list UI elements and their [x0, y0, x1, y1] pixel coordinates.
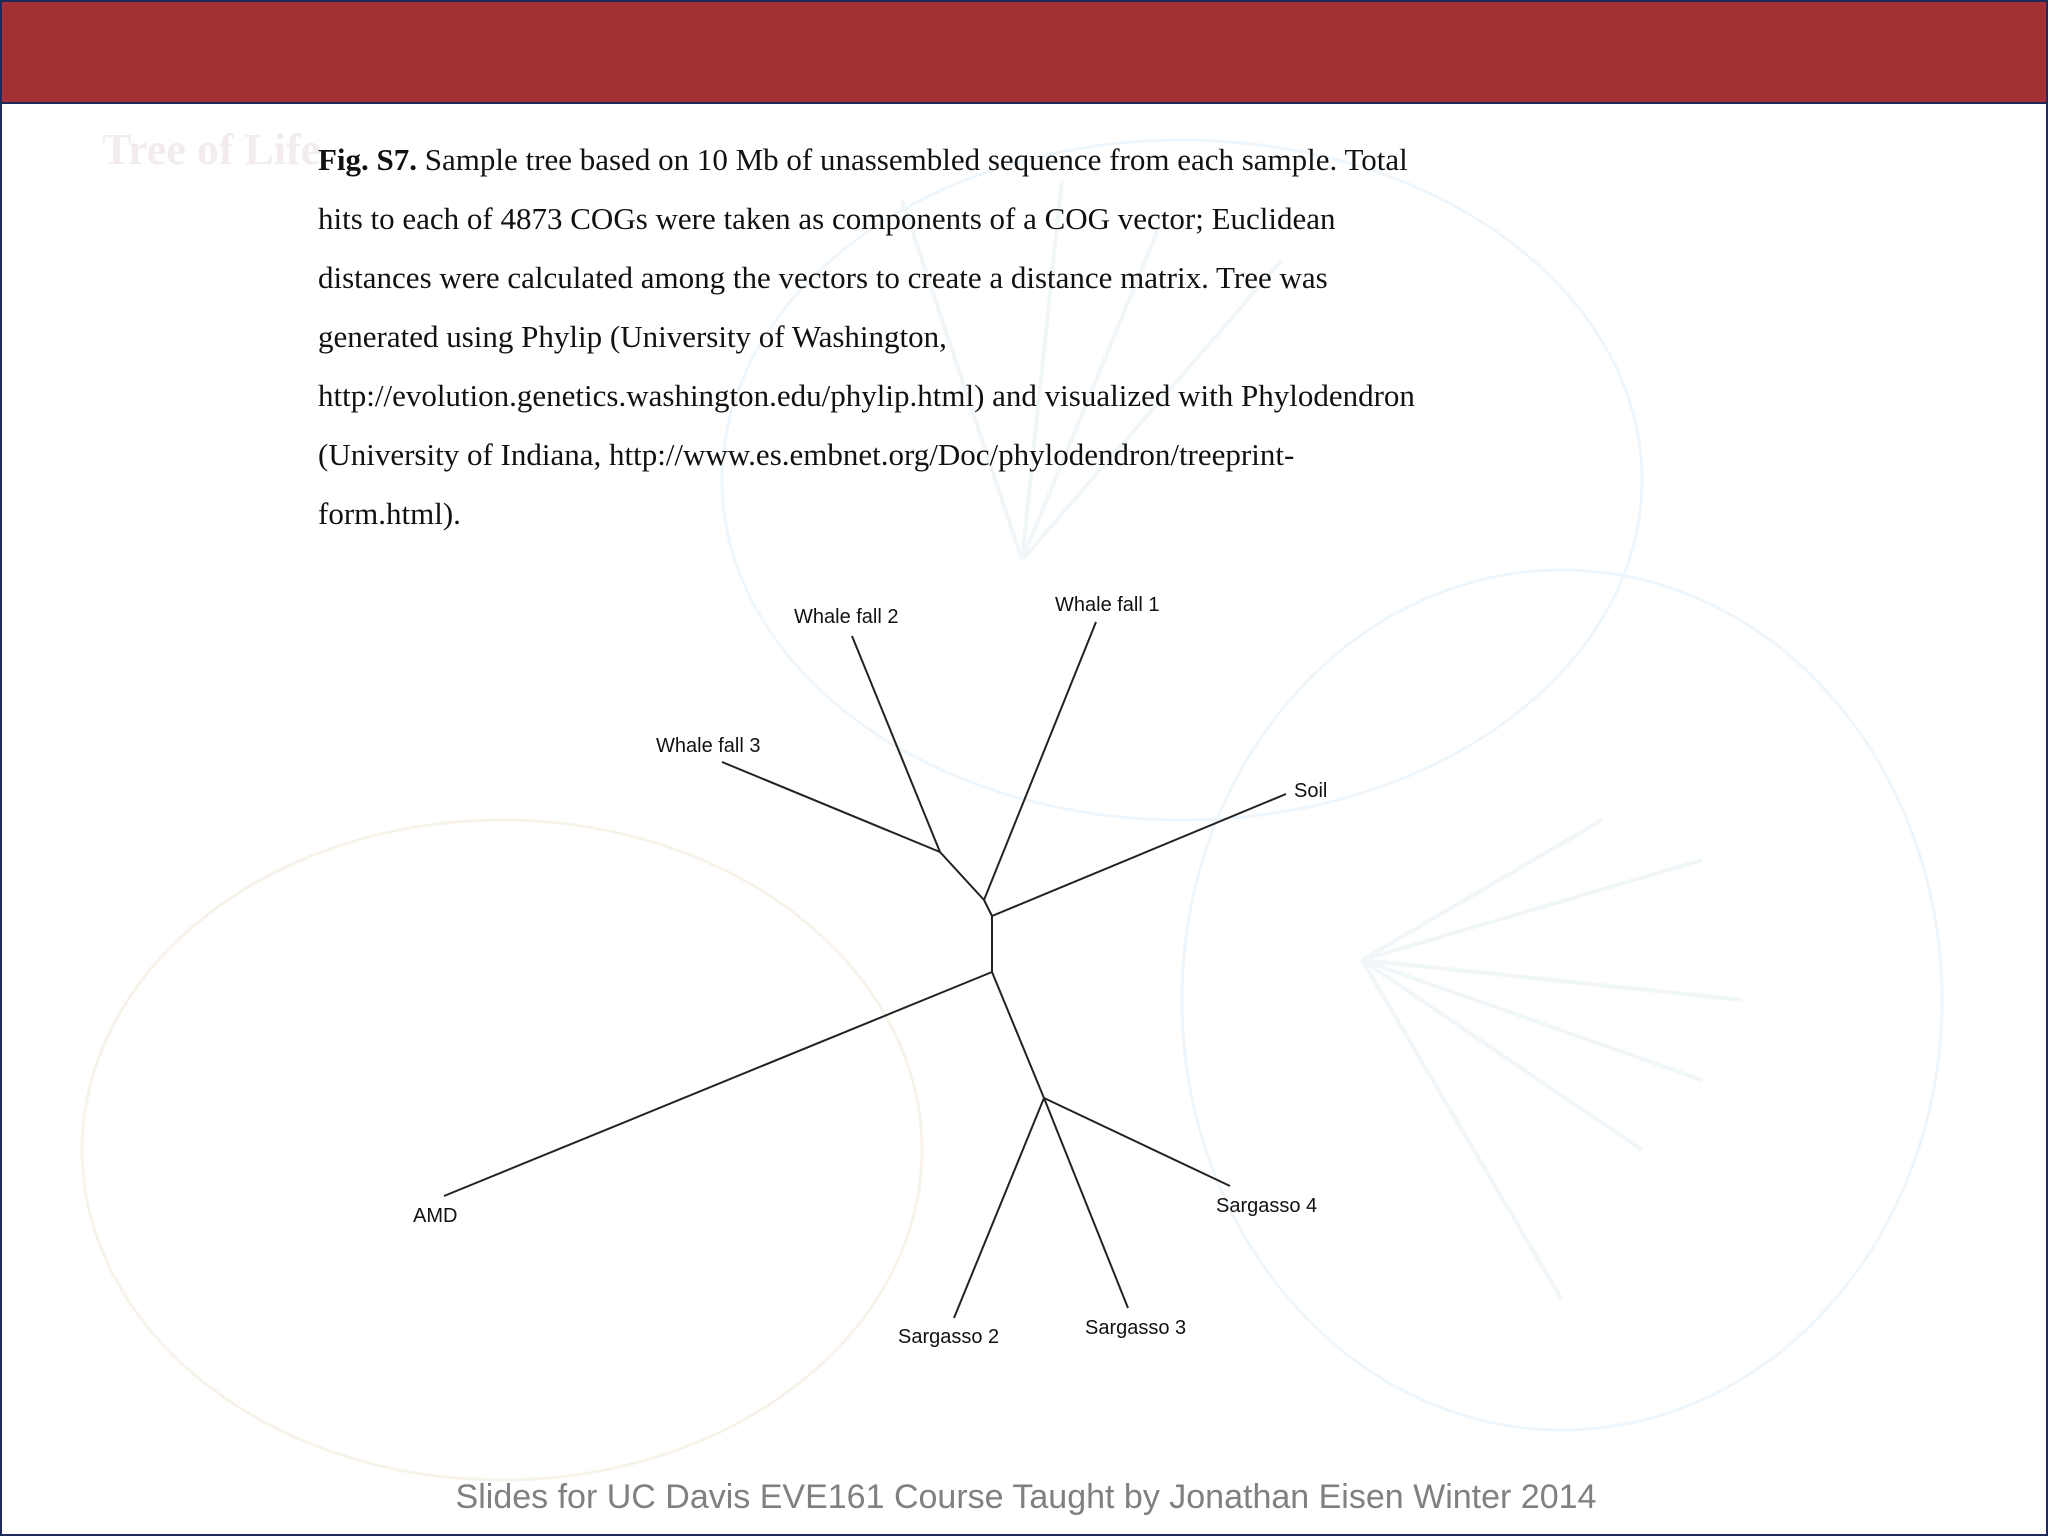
leaf-label-sargasso-2: Sargasso 2 [898, 1326, 1000, 1348]
leaf-label-sargasso-4: Sargasso 4 [1216, 1195, 1318, 1217]
leaf-label-amd: AMD [413, 1205, 458, 1227]
branch-sargasso-3 [1044, 1098, 1128, 1308]
branch-whale-fall-2 [852, 636, 940, 852]
caption-label: Fig. S7. [318, 142, 418, 177]
caption-text: Sample tree based on 10 Mb of unassembled sequence from each sample. Total [417, 142, 1408, 177]
branch-whale-fall-1 [984, 622, 1096, 900]
branch-sargasso-4 [1044, 1098, 1230, 1186]
branch-internal [992, 972, 1044, 1098]
branch-internal [984, 900, 992, 916]
caption-line: distances were calculated among the vectors to create a distance matrix. Tree was [318, 260, 1328, 295]
branch-whale-fall-3 [722, 762, 940, 852]
branch-amd [444, 972, 992, 1196]
footer-text: Slides for UC Davis EVE161 Course Taught by Jonathan Eisen Winter 2014 [455, 1478, 1597, 1516]
caption-line: generated using Phylip (University of Washington, [318, 319, 947, 354]
leaf-label-soil: Soil [1294, 780, 1328, 802]
caption-line: (University of Indiana, http://www.es.embnet.org/Doc/phylodendron/treeprint- [318, 437, 1295, 472]
branch-sargasso-2 [954, 1098, 1044, 1318]
branch-internal [940, 852, 984, 900]
leaf-label-whale-fall-2: Whale fall 2 [794, 606, 899, 628]
background-title: Tree of Life [102, 125, 321, 174]
phylogenetic-tree [2, 0, 2048, 1536]
branch-soil [992, 794, 1286, 916]
leaf-label-whale-fall-3: Whale fall 3 [656, 735, 761, 757]
caption-line: form.html). [318, 496, 461, 531]
caption-line: hits to each of 4873 COGs were taken as components of a COG vector; Euclidean [318, 201, 1336, 236]
leaf-label-sargasso-3: Sargasso 3 [1085, 1317, 1187, 1339]
caption-line: http://evolution.genetics.washington.edu/phylip.html) and visualized with Phylodendron [318, 378, 1415, 413]
leaf-label-whale-fall-1: Whale fall 1 [1055, 594, 1160, 616]
